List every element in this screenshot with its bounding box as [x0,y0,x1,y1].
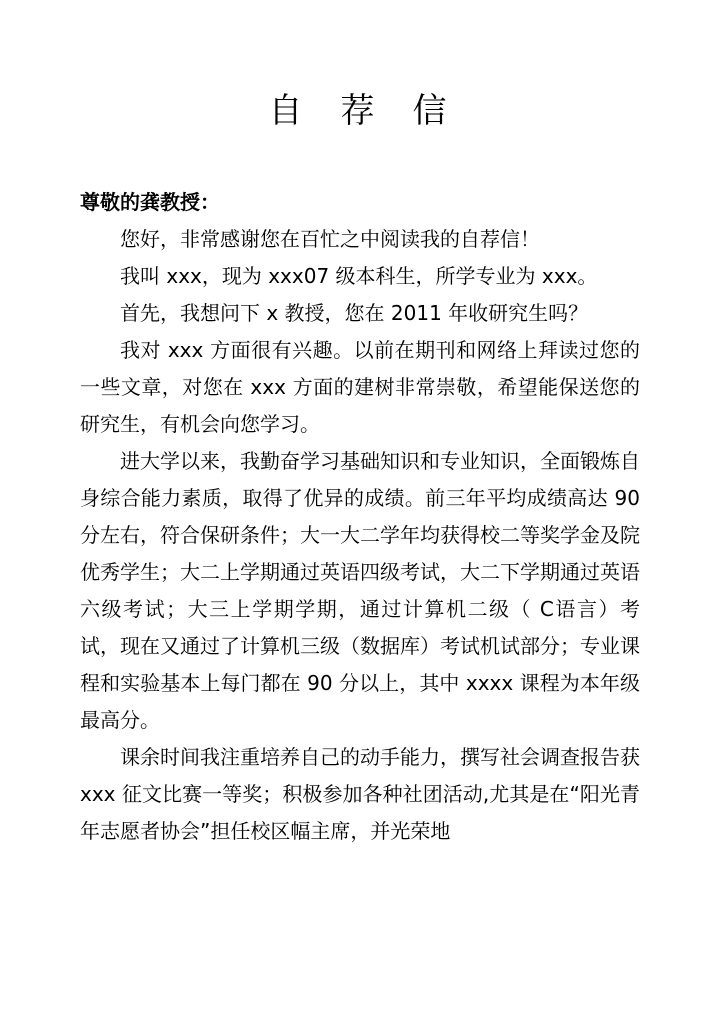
salutation: 尊敬的龚教授： [80,190,220,214]
letter-body [80,184,640,850]
letter-title: 自 荐 信 [268,91,449,131]
paragraph-greeting: 您好，非常感谢您在百忙之中阅读我的自荐信！ [120,227,540,251]
paragraph-activities: 课余时间我注重培养自己的动手能力，撰写社会调查报告获 xxx 征文比赛一等奖；积极参加各种社团活动,尤其是在“阳光青年志愿者协会”担任校区幅主席，并光荣地 [80,745,640,843]
paragraph-academics: 进大学以来，我勤奋学习基础知识和专业知识，全面锻炼自身综合能力素质，取得了优异的成绩。前三年平均成绩高达 90 分左右，符合保研条件；大一大二学年均获得校二等奖学金及院优秀学生；大二上学期通过英语四级考试，大二下学期通过英语六级考试；大三上学期学期，通过计算机二级（ C语言）考试，现在又通过了计算机三级（数据库）考试机试部分；专业课程和实验基本上每门都在 90 分以上，其中 xxxx 课程为本年级最高分。 [80,449,640,732]
paragraph-interest: 我对 xxx 方面很有兴趣。以前在期刊和网络上拜读过您的一些文章，对您在 xxx 方面的建树非常崇敬，希望能保送您的研究生，有机会向您学习。 [80,338,640,436]
paragraph-introduction: 我叫 xxx，现为 xxx07 级本科生，所学专业为 xxx。 [120,264,598,288]
paragraph-question: 首先，我想问下 x 教授，您在 2011 年收研究生吗？ [120,301,589,325]
